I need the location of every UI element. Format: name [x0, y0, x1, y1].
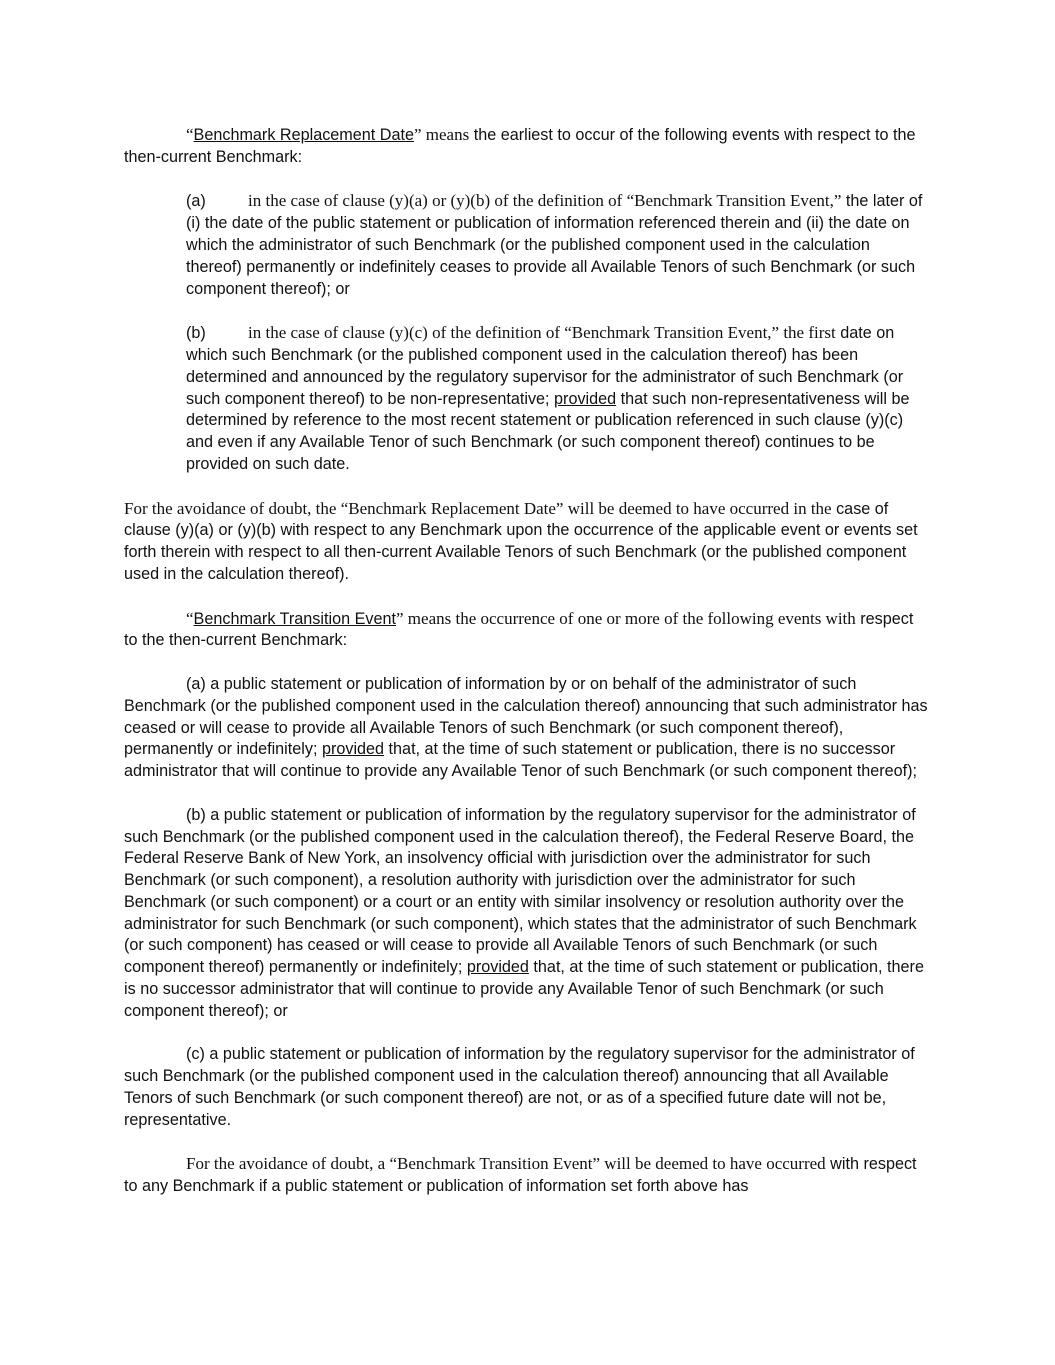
provided-term: provided [466, 958, 529, 977]
clause-a: (a) in the case of clause (y)(a) or (y)(b) of the definition of “Benchmark Transition Event,” the later of (i) the date of the public statement or publication of information referenced therein and (ii) the date on which the administrator of such Benchmark (or the published component used in the calculation thereof) permanently or indefinitely ceases to provide all Available Tenors of such Benchmark (or such component thereof); or [186, 191, 923, 298]
avoidance-of-doubt-transition: For the avoidance of doubt, a “Benchmark Transition Event” will be deemed to have occurred with respect to any Benchmark if a public statement or publication of information set forth above has [124, 1154, 917, 1196]
defined-term: Benchmark Transition Event [193, 609, 396, 628]
clause-label: (a) [186, 192, 206, 211]
avoidance-of-doubt-replacement: For the avoidance of doubt, the “Benchmark Replacement Date” will be deemed to have occurred in the case of clause (y)(a) or (y)(b) with respect to any Benchmark upon the occurrence of the applicable event or events set forth therein with respect to all then-current Available Tenors of such Benchmark (or the published component used in the calculation thereof). [124, 498, 918, 583]
event-c: (c) a public statement or publication of information by the regulatory supervisor for the administrator of such Benchmark (or the published component used in the calculation thereof) announcing that all Available Tenors of such Benchmark (or such component thereof) are not, or as of a specified future date will not be, representative. [124, 1045, 915, 1129]
event-b: (b) a public statement or publication of information by the regulatory supervisor for the administrator of such Benchmark (or the published component used in the calculation thereof), the Federal Reserve Board, the Federal Reserve Bank of New York, an insolvency official with jurisdiction over the administrator for such Benchmark (or such component), a resolution authority with jurisdiction over the administrator for such Benchmark (or such component) or a court or an entity with similar insolvency or resolution authority over the administrator for such Benchmark (or such component), which states that the administrator of such Benchmark (or such component) has ceased or will cease to provide all Available Tenors of such Benchmark (or such component thereof) permanently or indefinitely; provided that, at the time of such statement or publication, there is no successor administrator that will continue to provide any Available Tenor of such Benchmark (or such component thereof); or [124, 805, 924, 1020]
clause-b: (b) in the case of clause (y)(c) of the definition of “Benchmark Transition Event,” the first date on which such Benchmark (or the published component used in the calculation thereof) has been determined and announced by the regulatory supervisor for the administrator of such Benchmark (or such component thereof) to be non-representative; provided that such non-representativeness will be determined by reference to the most recent statement or publication referenced in such clause (y)(c) and even if any Available Tenor of such Benchmark (or such component thereof) continues to be provided on such date. [186, 323, 910, 473]
definition-benchmark-replacement-date: “Benchmark Replacement Date” means the earliest to occur of the following events with respect to the then-current Benchmark: [124, 125, 916, 166]
provided-term: provided [554, 389, 617, 408]
defined-term: Benchmark Replacement Date [193, 126, 414, 144]
definition-benchmark-transition-event: “Benchmark Transition Event” means the occurrence of one or more of the following events with respect to the then-current Benchmark: [124, 608, 914, 650]
provided-term: provided [321, 740, 385, 759]
document-page [124, 124, 930, 1198]
clause-label: (b) [186, 324, 206, 343]
event-a: (a) a public statement or publication of information by or on behalf of the administrator of such Benchmark (or the published component used in the calculation thereof) announcing that such administrator has ceased or will cease to provide all Available Tenors of such Benchmark (or such component thereof), permanently or indefinitely; provided that, at the time of such statement or publication, there is no successor administrator that will continue to provide any Available Tenor of such Benchmark (or such component thereof); [124, 674, 928, 781]
